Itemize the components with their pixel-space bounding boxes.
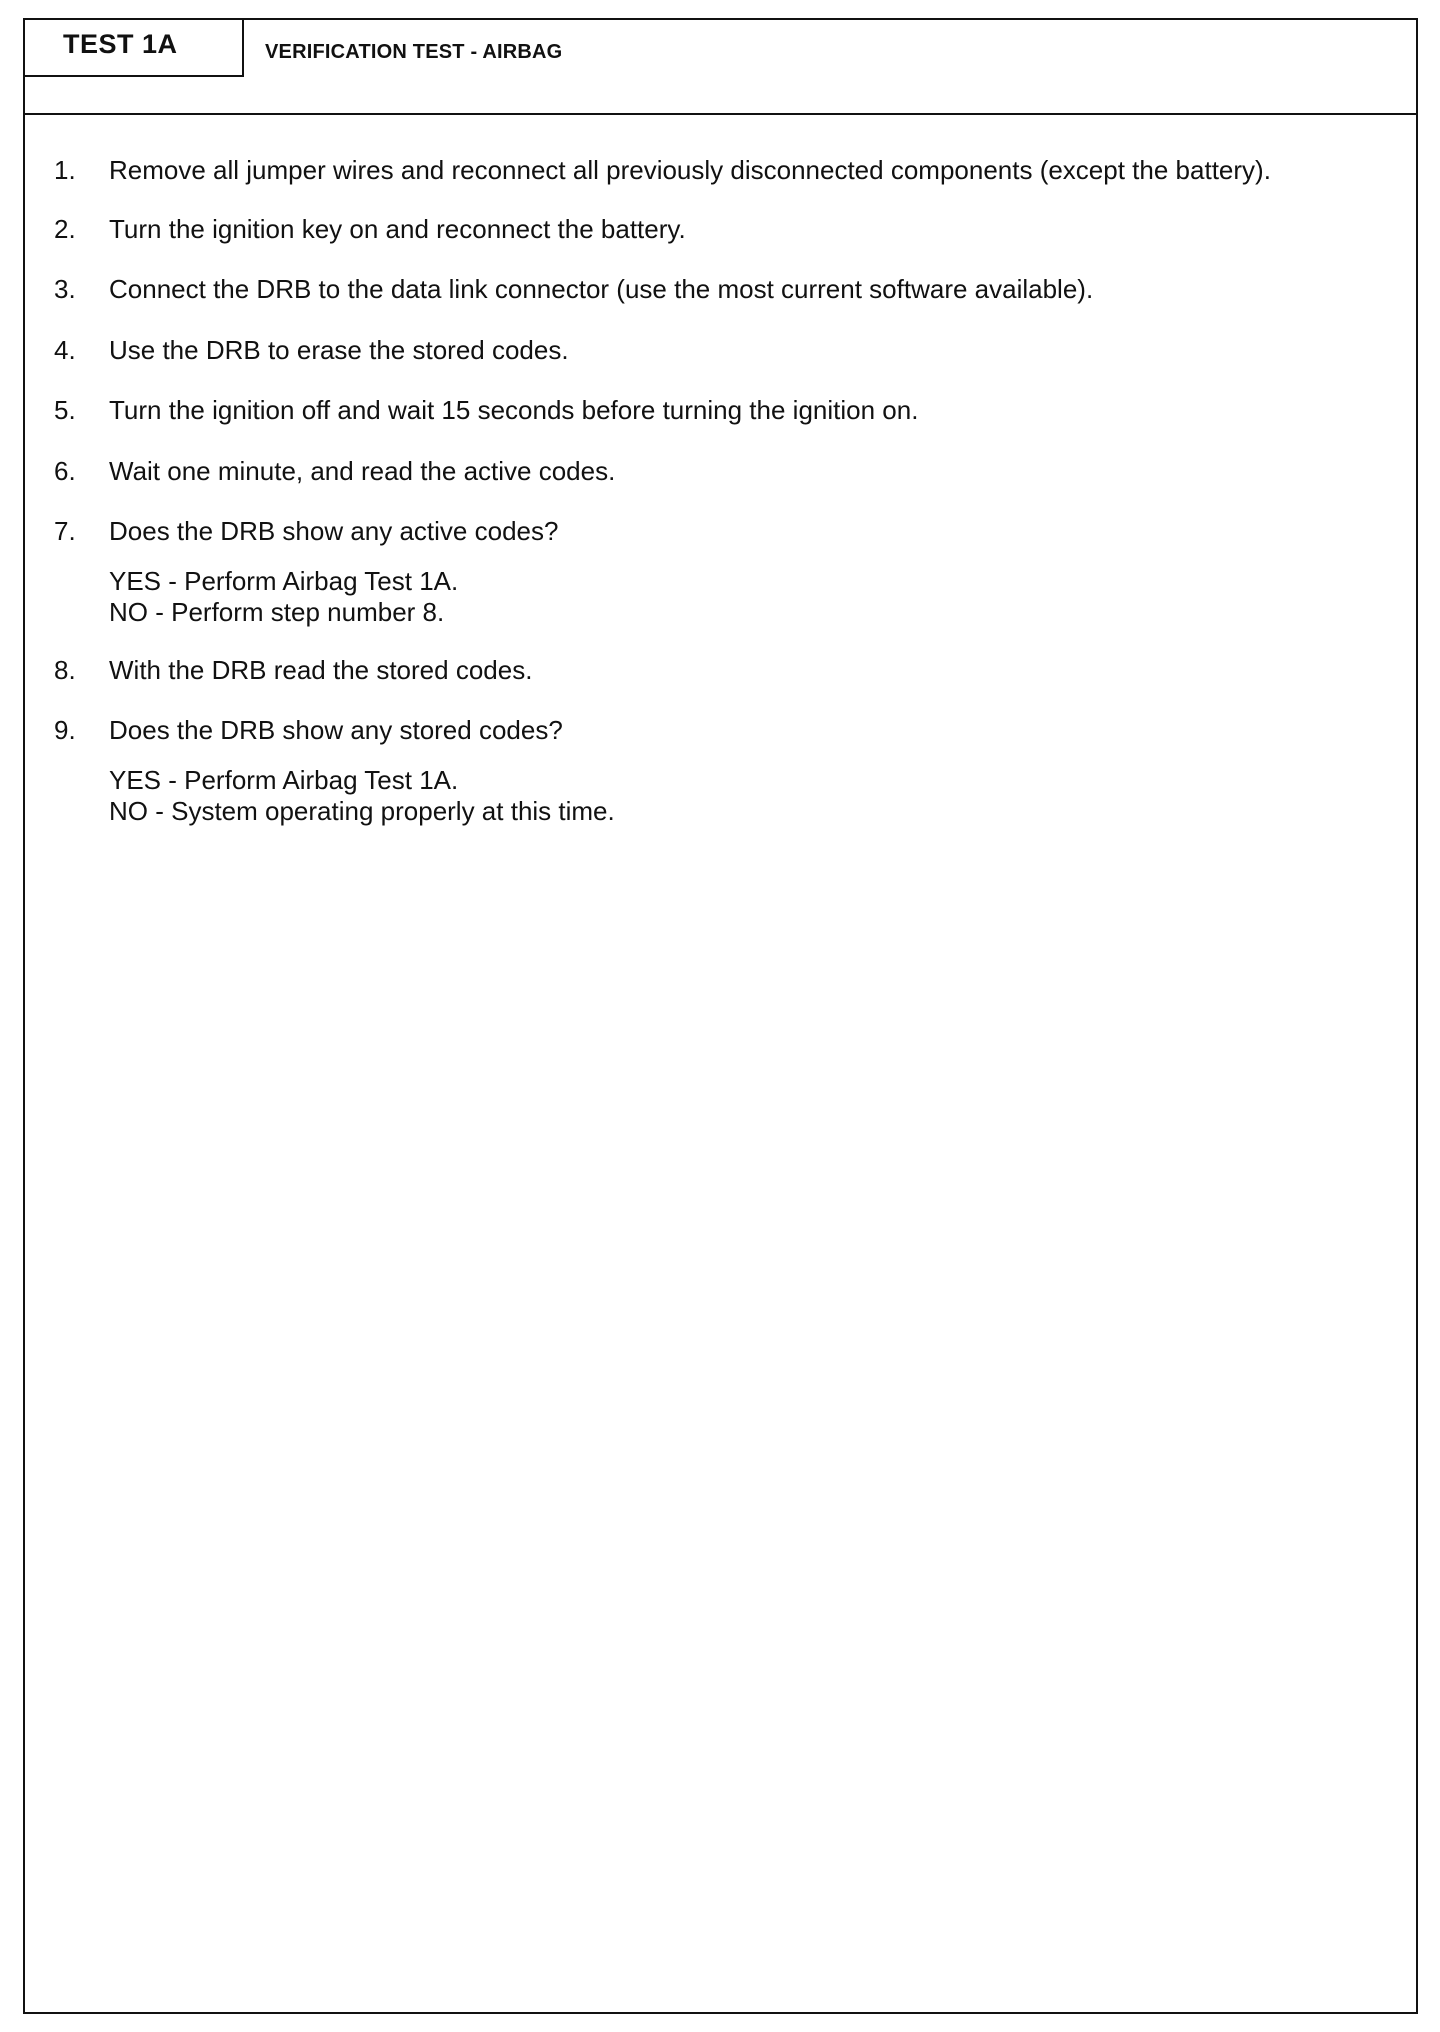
step-item (25, 273, 1416, 306)
test-id: TEST 1A (63, 29, 178, 59)
step-number: 1. (54, 155, 76, 185)
step-number: 6. (54, 456, 76, 486)
step-options (109, 765, 1396, 827)
no-outcome: NO - System operating properly at this time. (109, 796, 615, 826)
step-text: Does the DRB show any active codes? (109, 516, 559, 546)
step-item (25, 654, 1416, 687)
step-number: 8. (54, 655, 76, 685)
step-number: 2. (54, 214, 76, 244)
step-text: Connect the DRB to the data link connector (use the most current software available). (109, 274, 1094, 304)
step-text: Turn the ignition key on and reconnect the battery. (109, 214, 686, 244)
step-text: Remove all jumper wires and reconnect all previously disconnected components (except the battery). (109, 155, 1271, 185)
step-text: Does the DRB show any stored codes? (109, 715, 563, 745)
step-item (25, 334, 1416, 367)
step-list (25, 115, 1416, 827)
step-item (25, 394, 1416, 427)
test-title: VERIFICATION TEST - AIRBAG (265, 41, 563, 63)
step-text: Turn the ignition off and wait 15 seconds before turning the ignition on. (109, 395, 919, 425)
step-options (109, 566, 1396, 628)
step-text: With the DRB read the stored codes. (109, 655, 533, 685)
test-procedure-frame (23, 18, 1418, 2014)
step-item (25, 455, 1416, 488)
step-number: 4. (54, 335, 76, 365)
step-text: Wait one minute, and read the active codes. (109, 456, 616, 486)
step-item (25, 154, 1416, 187)
step-item (25, 714, 1416, 827)
test-header (25, 20, 1416, 115)
step-text: Use the DRB to erase the stored codes. (109, 335, 569, 365)
step-item (25, 213, 1416, 246)
step-number: 7. (54, 516, 76, 546)
step-number: 9. (54, 715, 76, 745)
yes-outcome: YES - Perform Airbag Test 1A. (109, 765, 459, 795)
test-id-box (25, 20, 244, 77)
step-number: 3. (54, 274, 76, 304)
yes-outcome: YES - Perform Airbag Test 1A. (109, 566, 459, 596)
no-outcome: NO - Perform step number 8. (109, 597, 445, 627)
step-number: 5. (54, 395, 76, 425)
step-item (25, 515, 1416, 628)
